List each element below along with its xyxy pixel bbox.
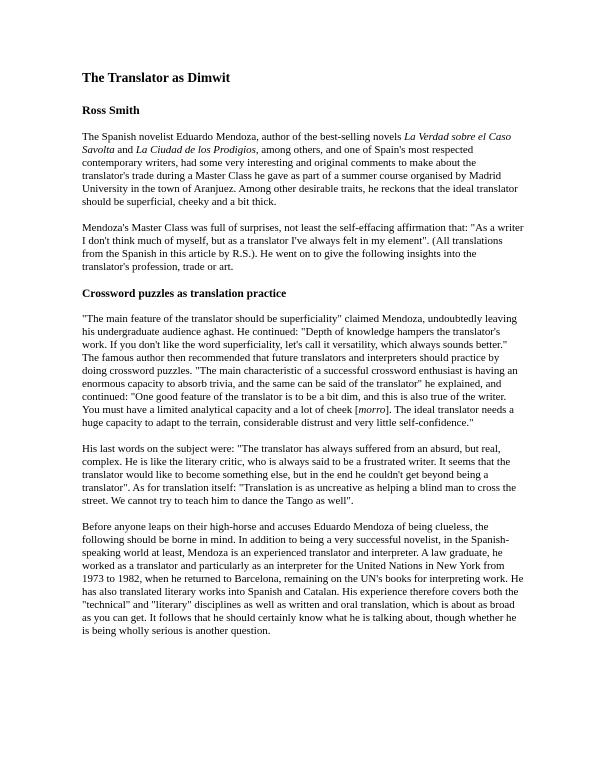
section-heading: Crossword puzzles as translation practice [82, 288, 287, 300]
paragraph-last-words: His last words on the subject were: "The translator has always suffered from an absurd, but real, complex. He is like the literary critic, who is always said to be a frustrated writer. It seems that the translator would like to become something else, but in the end he couldn't get beyond being a translator". As for translation itself: "Translation is as uncreative as helping a blind man to cross the street. We cannot try to teach him to dance the Tango as well". [82, 443, 517, 507]
paragraph-intro [82, 131, 526, 209]
spanish-term-italic: morro [358, 404, 386, 416]
paragraph-text: ]. The ideal translator needs a huge capacity to adapt to the terrain, considerable distrust and very little self-confidence." [82, 404, 514, 429]
paragraph-text: The Spanish novelist Eduardo Mendoza, author of the best-selling novels [82, 131, 405, 143]
article-title: The Translator as Dimwit [82, 70, 231, 85]
paragraph-superficiality [82, 313, 526, 430]
paragraph-background: Before anyone leaps on their high-horse and accuses Eduardo Mendoza of being clueless, the following should be borne in mind. In addition to being a very successful novelist, in the Spanish-speaking world at least, Mendoza is an experienced translator and interpreter. A law graduate, he worked as a translator and particularly as an interpreter for the United Nations in New York from 1973 to 1982, when he returned to Barcelona, remaining on the UN's books for interpreting work. He has also translated literary works into Spanish and Catalan. His experience therefore covers both the "technical" and "literary" disciplines as well as written and oral translation, which is about as broad as you can get. It follows that he should certainly know what he is talking about, though whether he is being wholly serious is another question. [82, 521, 524, 637]
paragraph-text: "The main feature of the translator should be superficiality" claimed Mendoza, undoubtedly leaving his undergraduate audience aghast. He continued: "Depth of knowledge hampers the translator's work. If you don't like the word superficiality, let's call it versatility, which always sounds better." The famous author then recommended that future translators and interpreters should practice by doing crossword puzzles. "The main characteristic of a successful crossword enthusiast is having an enormous capacity to absorb trivia, and the same can be said of the translator" he explained, and continued: "One good feature of the translator is to be a bit dim, and this is also true of the writer. You must have a limited analytical capacity and a lot of cheek [ [82, 313, 518, 416]
paragraph-master-class: Mendoza's Master Class was full of surprises, not least the self-effacing affirmation that: "As a writer I don't think much of myself, but as a translator I've always felt in my element". (All translations from the Spanish in this article by R.S.). He went on to give the following insights into the translator's profession, trade or art. [82, 222, 524, 273]
article-body [82, 70, 526, 638]
book-title-italic: La Verdad sobre el Caso Savolta [82, 131, 512, 156]
paragraph-text: and [114, 144, 136, 156]
book-title-italic: La Ciudad de los Prodigios [135, 144, 256, 156]
author-name: Ross Smith [82, 103, 140, 117]
paragraph-text: , among others, and one of Spain's most respected contemporary writers, had some very interesting and original comments to make about the translator's trade during a Master Class he gave as part of a summer course organised by Madrid University in the town of Aranjuez. Among other desirable traits, he reckons that the ideal translator should be superficial, cheeky and a bit thick. [82, 144, 518, 208]
